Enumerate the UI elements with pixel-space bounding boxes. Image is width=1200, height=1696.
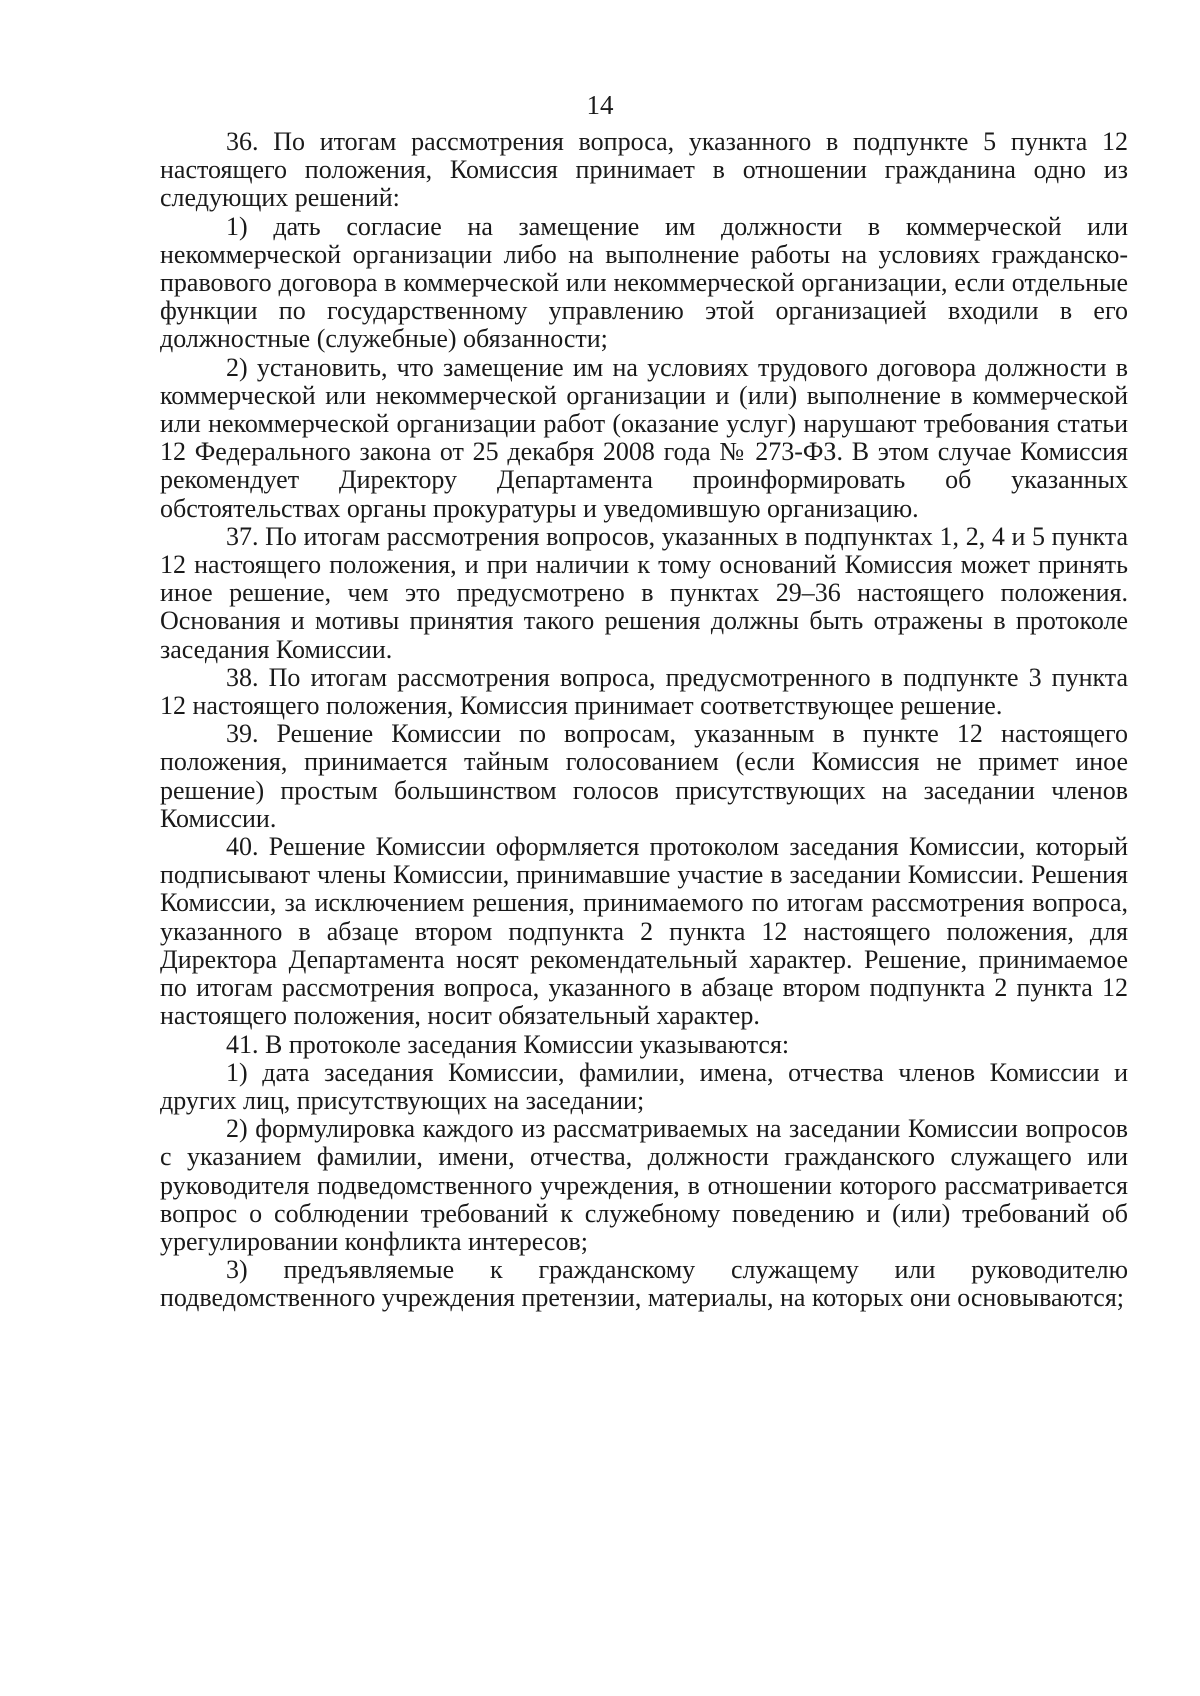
paragraph-39: 39. Решение Комиссии по вопросам, указанным в пункте 12 настоящего положения, принимается тайным голосованием (если Комиссия не примет иное решение) простым большинством голосов присутствующих на заседании членов Комиссии. <box>160 719 1128 833</box>
paragraph-36-item-1: 1) дать согласие на замещение им должности в коммерческой или некоммерческой организации либо на выполнение работы на условиях гражданско-правового договора в коммерческой или некоммерческой организации, если отдельные функции по государственному управлению этой организацией входили в его должностные (служебные) обязанности; <box>160 211 1128 354</box>
paragraph-41-item-1: 1) дата заседания Комиссии, фамилии, имена, отчества членов Комиссии и других лиц, присутствующих на заседании; <box>160 1057 1128 1115</box>
paragraph-37: 37. По итогам рассмотрения вопросов, указанных в подпунктах 1, 2, 4 и 5 пункта 12 настоящего положения, и при наличии к тому оснований Комиссия может принять иное решение, чем это предусмотрено в пунктах 29–36 настоящего положения. Основания и мотивы принятия такого решения должны быть отражены в протоколе заседания Комиссии. <box>160 521 1128 664</box>
paragraph-36: 36. По итогам рассмотрения вопроса, указанного в подпункте 5 пункта 12 настоящего положения, Комиссия принимает в отношении гражданина одно из следующих решений: <box>160 127 1128 213</box>
document-body <box>160 128 1128 1313</box>
paragraph-41: 41. В протоколе заседания Комиссии указываются: <box>226 1029 790 1059</box>
paragraph-41-item-3: 3) предъявляемые к гражданскому служащему или руководителю подведомственного учреждения претензии, материалы, на которых они основываются; <box>160 1255 1128 1313</box>
paragraph-36-item-2: 2) установить, что замещение им на условиях трудового договора должности в коммерческой или некоммерческой организации и (или) выполнение в коммерческой или некоммерческой организации работ (оказание услуг) нарушают требования статьи 12 Федерального закона от 25 декабря 2008 года № 273-ФЗ. В этом случае Комиссия рекомендует Директору Департамента проинформировать об указанных обстоятельствах органы прокуратуры и уведомившую организацию. <box>160 352 1128 523</box>
page-number: 14 <box>586 90 614 120</box>
paragraph-38: 38. По итогам рассмотрения вопроса, предусмотренного в подпункте 3 пункта 12 настоящего положения, Комиссия принимает соответствующее решение. <box>160 662 1128 721</box>
paragraph-40: 40. Решение Комиссии оформляется протоколом заседания Комиссии, который подписывают члены Комиссии, принимавшие участие в заседании Комиссии. Решения Комиссии, за исключением решения, принимаемого по итогам рассмотрения вопроса, указанного в абзаце втором подпункта 2 пункта 12 настоящего положения, для Директора Департамента носят рекомендательный характер. Решение, принимаемое по итогам рассмотрения вопроса, указанного в абзаце втором подпункта 2 пункта 12 настоящего положения, носит обязательный характер. <box>160 832 1128 1031</box>
paragraph-41-item-2: 2) формулировка каждого из рассматриваемых на заседании Комиссии вопросов с указанием фамилии, имени, отчества, должности гражданского служащего или руководителя подведомственного учреждения, в отношении которого рассматривается вопрос о соблюдении требований к служебному поведению и (или) требований об урегулировании конфликта интересов; <box>160 1114 1128 1256</box>
